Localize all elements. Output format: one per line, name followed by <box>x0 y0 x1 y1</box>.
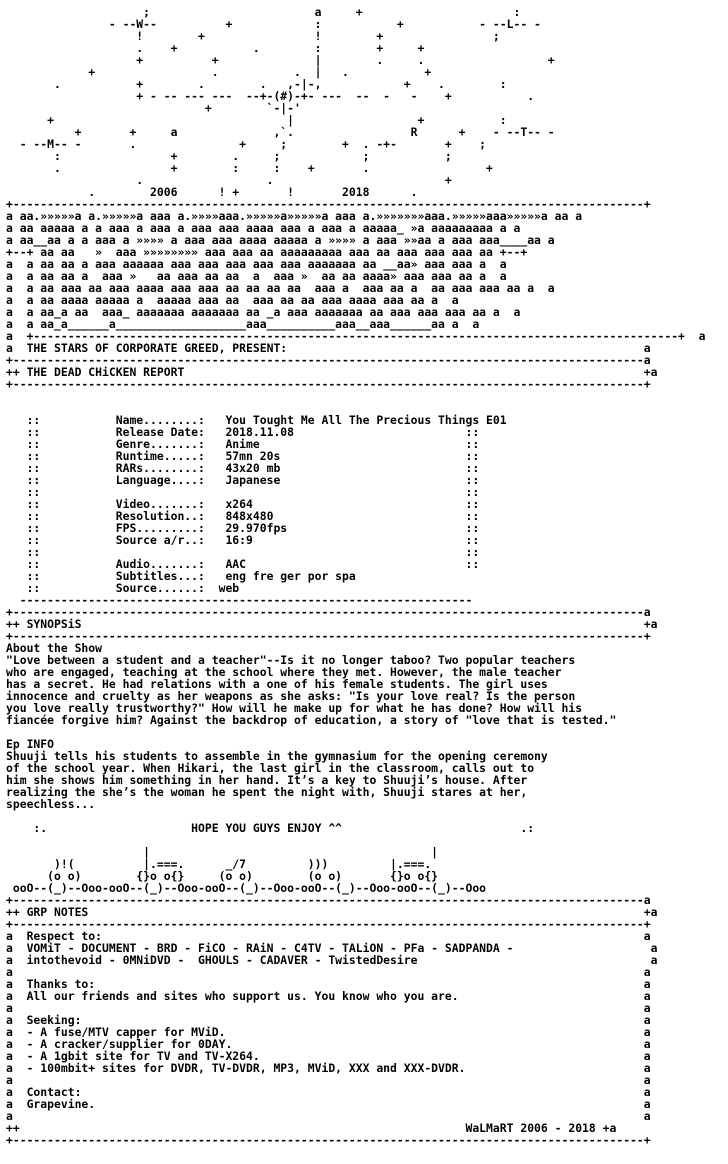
nfo-line: - --M-- - . + ; + . -+- + ; <box>6 137 487 151</box>
notes-line: a a <box>6 1109 651 1123</box>
notes-line: a Grapevine. a <box>6 1097 651 1111</box>
notes-line: a - 100mbit+ sites for DVDR, TV-DVDR, MP3, MViD, XXX and XXX-DVDR. a <box>6 1061 651 1075</box>
section-title: ++ SYNOPSiS +a <box>6 617 658 631</box>
synopsis-line: fiancée forgive him? Against the backdrop of education, a story of "love that is tested." <box>6 713 617 727</box>
synopsis-line: you love really trustworthy?" How will he make up for what he has done? How will his <box>6 701 583 715</box>
nfo-line: . + . . ,-|-, + . : <box>6 77 507 91</box>
nfo-line: + + a ,`. R + - --T-- - <box>6 125 555 139</box>
notes-line: a Thanks to: a <box>6 977 651 991</box>
border-line: +--------------------------------------------------------------------------------------------+ <box>6 917 651 931</box>
nfo-line: ; a + : <box>6 5 521 19</box>
synopsis-line: innocence and cruelty as her weapons as she asks: "Is your love real? Is the person <box>6 689 576 703</box>
ep-info-line: realizing the she’s the woman he spent the night with, Shuuji stares at her, <box>6 785 528 799</box>
synopsis-line: who are engaged, teaching at the school where they met. However, the male teacher <box>6 665 562 679</box>
nfo-line: + | + : <box>6 113 507 127</box>
border-line: +--------------------------------------------------------------------------------------------+ <box>6 377 651 391</box>
monkey-art-line: | | <box>6 845 439 859</box>
nfo-line: + . . | . + <box>6 65 432 79</box>
release-info-line: :: Genre.......: Anime :: <box>6 437 480 451</box>
section-title: ++ GRP NOTES +a <box>6 905 658 919</box>
nfo-line: : + . ; ; ; <box>6 149 452 163</box>
notes-line: a a <box>6 1001 651 1015</box>
nfo-line: + - -- --- --- --+-(#)-+- --- -- - - + . <box>6 89 535 103</box>
border-line: +--------------------------------------------------------------------------------------------+ <box>6 197 651 211</box>
release-info-line: :: Runtime.....: 57mn 20s :: <box>6 449 480 463</box>
release-info-line: :: FPS.........: 29.970fps :: <box>6 521 480 535</box>
logo-line: a +----------------------------------------------------------------------------------------------+ a <box>6 329 706 343</box>
synopsis-line <box>6 726 728 738</box>
border-line: +--------------------------------------------------------------------------------------------+ <box>6 629 651 643</box>
logo-line: a aa aaaaa a a aaa a aaa a aaa aaa aaaa aaa a aaa a aaaaa_ »a aaaaaaaaa a a <box>6 221 521 235</box>
logo-line: +--+ aa aa » aaa »»»»»»»» aaa aaa aa aaaaaaaaa aaa aa aaa aaa aaa aa +--+ <box>6 245 528 259</box>
logo-line: a a aa_a aa aaa_ aaaaaaa aaaaaaa aa _a aaa aaaaaaa aa aaa aaa aaa aa a a <box>6 305 521 319</box>
release-info-line: :: Name........: You Tought Me All The Precious Things E01 <box>6 413 507 427</box>
release-info-line: :: :: <box>6 485 480 499</box>
nfo-line: . . + <box>6 173 452 187</box>
release-info-line: :: :: <box>6 545 480 559</box>
ep-info-line: speechless... <box>6 797 96 811</box>
nfo-line: ! + ! + ; <box>6 29 500 43</box>
monkey-art-line: )!( |.===. _/7 ))) |.===. <box>6 857 432 871</box>
nfo-line: + + | . . + <box>6 53 555 67</box>
year-line: . 2006 ! + ! 2018 . <box>6 185 418 199</box>
nfo-line: - --W-- + : + - --L-- - <box>6 17 541 31</box>
nfo-line <box>6 390 728 402</box>
release-info-line: :: Source......: web <box>6 581 240 595</box>
presents-line: a THE STARS OF CORPORATE GREED, PRESENT: a <box>6 341 651 355</box>
notes-line: a a <box>6 1073 651 1087</box>
logo-line: a a aa aa a aaa aaaaaa aaa aaa aaa aaa aaa aaaaaaa aa __aa» aaa aaa a a <box>6 257 507 271</box>
logo-line: a a aa aaaa aaaaa a aaaaa aaa aa aaa aa aa aaa aaaa aaa aa a a <box>6 293 459 307</box>
release-info-line: :: Video.......: x264 :: <box>6 497 480 511</box>
logo-line: a aa__aa a a aaa a »»»» a aaa aaa aaaa aaaaa a »»»» a aaa »»aa a aaa aaa____aa a <box>6 233 555 247</box>
notes-line: a - A 1gbit site for TV and TV-X264. a <box>6 1049 651 1063</box>
logo-line: a a aa aaa aa aaa aaaa aaa aaa aa aa aa aa aaa a aaa aa a aa aaa aaa aa a a <box>6 281 555 295</box>
release-info-line: :: Release Date: 2018.11.08 :: <box>6 425 480 439</box>
synopsis-line: has a secret. He had relations with a one of his female students. The girl uses <box>6 677 548 691</box>
enjoy-line: :. HOPE YOU GUYS ENJOY ^^ .: <box>6 821 535 835</box>
border-line: +--------------------------------------------------------------------------------------------a <box>6 605 651 619</box>
notes-line: a - A fuse/MTV capper for MViD. a <box>6 1025 651 1039</box>
synopsis-line: About the Show <box>6 641 103 655</box>
logo-line: a a aa_a______a___________________aaa__________aaa__aaa______aa a a <box>6 317 480 331</box>
monkey-art-line: (o o) {}o o{} (o o) (o o) {}o o{} <box>6 869 439 883</box>
notes-line: a Contact: a <box>6 1085 651 1099</box>
release-info-line: :: Audio.......: AAC :: <box>6 557 480 571</box>
notes-line: a All our friends and sites who support us. You know who you are. a <box>6 989 651 1003</box>
logo-line: a a aa aa a aaa » aa aaa aa aa a aaa » aa aa aaaa» aaa aaa aa a a <box>6 269 507 283</box>
footer-line: ++ WaLMaRT 2006 - 2018 +a <box>6 1121 617 1135</box>
border-line: +--------------------------------------------------------------------------------------------a <box>6 353 651 367</box>
synopsis-line: "Love between a student and a teacher"--Is it no longer taboo? Two popular teachers <box>6 653 576 667</box>
divider-line: ------------------------------------------------------------------ <box>6 593 473 607</box>
release-info-line: :: Source a/r..: 16:9 :: <box>6 533 480 547</box>
section-title: ++ THE DEAD CHiCKEN REPORT +a <box>6 365 658 379</box>
border-line: +--------------------------------------------------------------------------------------------+ <box>6 1133 651 1147</box>
ep-info-line: Ep INFO <box>6 737 55 751</box>
border-line: +--------------------------------------------------------------------------------------------a <box>6 893 651 907</box>
notes-line: a - A cracker/supplier for 0DAY. a <box>6 1037 651 1051</box>
notes-line: a intothevoid - 0MNiDVD - GHOULS - CADAVER - TwistedDesire a <box>6 953 658 967</box>
notes-line: a a <box>6 965 651 979</box>
ep-info-line: Shuuji tells his students to assemble in the gymnasium for the opening ceremony <box>6 749 548 763</box>
nfo-line: . + . : + + <box>6 41 425 55</box>
ep-info-line: of the school year. When Hikari, the last girl in the classroom, calls out to <box>6 761 535 775</box>
release-info-line: :: Subtitles...: eng fre ger por spa <box>6 569 356 583</box>
nfo-line: + `-|-' <box>6 101 301 115</box>
notes-line: a Seeking: a <box>6 1013 651 1027</box>
logo-line: a aa.»»»»»a a.»»»»»a aaa a.»»»»aaa.»»»»»a»»»»»a aaa a.»»»»»»»aaa.»»»»»aaa»»»»»a aa a <box>6 209 583 223</box>
nfo-line: . + : : + . + <box>6 161 493 175</box>
ep-info-line: him she shows him something in her hand. It’s a key to Shuuji’s house. After <box>6 773 528 787</box>
notes-line: a VOMiT - DOCUMENT - BRD - FiCO - RAiN - C4TV - TALiON - PFa - SADPANDA - a <box>6 941 658 955</box>
release-info-line: :: RARs........: 43x20 mb :: <box>6 461 480 475</box>
release-info-line: :: Language....: Japanese :: <box>6 473 480 487</box>
notes-line: a Respect to: a <box>6 929 651 943</box>
release-info-line: :: Resolution..: 848x480 :: <box>6 509 480 523</box>
monkey-art-line: ooO--(_)--Ooo-ooO--(_)--Ooo-ooO--(_)--Ooo-ooO--(_)--Ooo-ooO--(_)--Ooo <box>6 881 487 895</box>
